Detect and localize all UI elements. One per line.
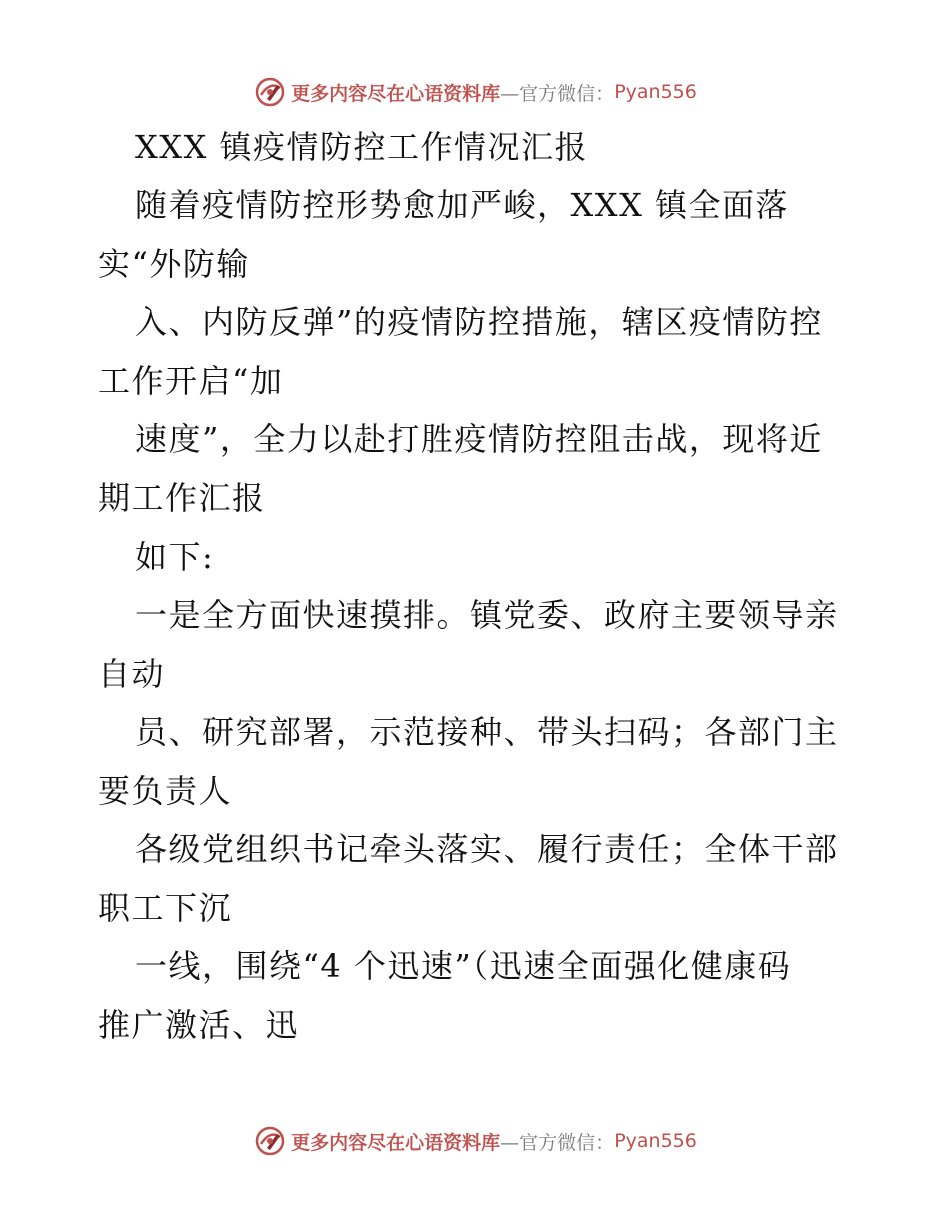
paragraph-line: 速度”，全力以赴打胜疫情防控阻击战，现将近 bbox=[135, 420, 823, 458]
footer-watermark bbox=[0, 1121, 950, 1161]
paragraph-line: 自动 bbox=[98, 655, 166, 693]
paragraph-line: 工作开启“加 bbox=[98, 362, 284, 400]
paragraph-line: 职工下沉 bbox=[98, 889, 233, 927]
watermark-account-id: Pyan556 bbox=[614, 81, 697, 103]
watermark-separator: —官方微信： bbox=[500, 1131, 615, 1154]
watermark-site-text: 更多内容尽在心语资料库 bbox=[291, 1131, 501, 1154]
paragraph-line: 员、研究部署，示范接种、带头扫码；各部门主 bbox=[135, 713, 839, 751]
paragraph-line: 一是全方面快速摸排。镇党委、政府主要领导亲 bbox=[135, 596, 839, 634]
paragraph-line: 期工作汇报 bbox=[98, 479, 266, 517]
seal-logo-icon bbox=[253, 75, 287, 109]
paragraph-line: 如下: bbox=[135, 538, 215, 576]
document-title: XXX 镇疫情防控工作情况汇报 bbox=[135, 128, 589, 166]
paragraph-line: 一线，围绕“4 个迅速”（迅速全面强化健康码 bbox=[135, 947, 792, 985]
paragraph-line: 随着疫情防控形势愈加严峻，XXX 镇全面落 bbox=[135, 186, 790, 224]
watermark-site-text: 更多内容尽在心语资料库 bbox=[291, 82, 501, 105]
watermark-separator: —官方微信： bbox=[500, 82, 615, 105]
seal-logo-icon bbox=[253, 1124, 287, 1158]
header-watermark bbox=[0, 72, 950, 112]
paragraph-line: 推广激活、迅 bbox=[98, 1006, 300, 1044]
paragraph-line: 实“外防输 bbox=[98, 245, 250, 283]
paragraph-line: 入、内防反弹”的疫情防控措施，辖区疫情防控 bbox=[135, 303, 823, 341]
paragraph-line: 要负责人 bbox=[98, 772, 233, 810]
paragraph-line: 各级党组织书记牵头落实、履行责任；全体干部 bbox=[135, 830, 839, 868]
watermark-account-id: Pyan556 bbox=[614, 1130, 697, 1152]
